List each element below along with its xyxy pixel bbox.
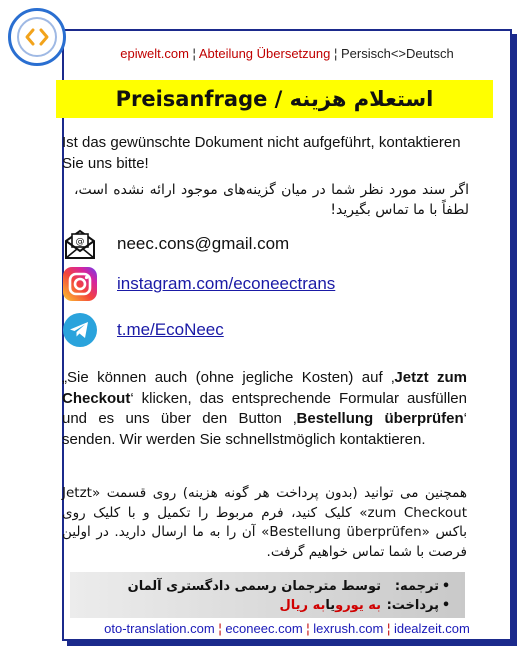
payment-or: یا xyxy=(325,597,336,613)
contact-instagram[interactable] xyxy=(62,266,335,302)
payment-rial: به ریال xyxy=(279,597,326,613)
language-pair: Persisch<>Deutsch xyxy=(340,46,454,61)
svg-text:@: @ xyxy=(75,237,85,247)
logo xyxy=(8,8,66,66)
contact-email[interactable] xyxy=(62,226,289,262)
payment-row xyxy=(280,596,453,614)
text-segment: „Sie können auch (ohne jegliche Kosten) auf ‚ xyxy=(62,369,395,386)
footer-separator: ¦ xyxy=(302,621,314,636)
email-address[interactable]: neec.cons@gmail.com xyxy=(117,234,290,253)
bullet: • xyxy=(441,597,451,613)
telegram-icon xyxy=(62,312,98,348)
header-line xyxy=(62,46,512,61)
intro-german: Ist das gewünschte Dokument nicht aufgeführt, kontaktieren Sie uns bitte! xyxy=(62,134,461,172)
checkout-term: Jetzt zum Checkout xyxy=(62,369,467,407)
envelope-icon xyxy=(62,226,98,262)
footer-links xyxy=(62,621,512,636)
contact-telegram[interactable] xyxy=(62,312,224,348)
translation-row xyxy=(128,577,453,595)
page-title: Preisanfrage / استعلام هزینه xyxy=(56,80,493,118)
footer-link-idealzeit[interactable]: idealzeit.com xyxy=(393,621,470,636)
checkout-instructions-persian: همچنین می توانید (بدون پرداخت هر گونه هزینه) روی قسمت «Jetzt zum Checkout» کلیک کنید، فرم مربوط را تکمیل و با کلیک روی باکس «Bestellung überprüfen» آن را به ما ارسال دارید. در اولین فرصت با شما تماس خواهیم گرفت. xyxy=(62,485,467,560)
footer-link-lexrush[interactable]: lexrush.com xyxy=(313,621,384,636)
intro-persian: اگر سند مورد نظر شما در میان گزینه‌های موجود ارائه نشده است، لطفاً با ما تماس بگیرید! xyxy=(74,182,469,218)
order-review-term: Bestellung überprüfen xyxy=(296,410,464,427)
payment-euro: به یورو xyxy=(335,597,381,613)
info-box xyxy=(70,572,465,618)
footer-separator: ¦ xyxy=(214,621,226,636)
translation-value: توسط مترجمان رسمی دادگستری آلمان xyxy=(127,578,381,594)
footer-link-econeec[interactable]: econeec.com xyxy=(225,621,303,636)
footer-link-oto[interactable]: oto-translation.com xyxy=(104,621,215,636)
checkout-instructions-german xyxy=(62,368,467,450)
payment-label: پرداخت: xyxy=(386,597,439,613)
instagram-link[interactable]: instagram.com/econeectrans xyxy=(117,274,336,293)
text-segment: ‘ klicken, das entsprechende Formular ausfüllen und es uns über den Button ‚ xyxy=(62,389,467,427)
site-link[interactable]: epiwelt.com xyxy=(120,46,189,61)
text-segment: ‘ senden. Wir werden Sie schnellstmöglich kontaktieren. xyxy=(62,410,468,448)
code-brackets-icon xyxy=(17,17,57,57)
footer-separator: ¦ xyxy=(383,621,394,636)
telegram-link[interactable]: t.me/EcoNeec xyxy=(117,320,224,339)
header-separator: ¦ xyxy=(188,46,199,61)
bullet: • xyxy=(441,578,451,594)
header-separator: ¦ xyxy=(330,46,341,61)
instagram-icon xyxy=(62,266,98,302)
department-label: Abteilung Übersetzung xyxy=(198,46,331,61)
translation-label: ترجمه: xyxy=(394,578,439,594)
